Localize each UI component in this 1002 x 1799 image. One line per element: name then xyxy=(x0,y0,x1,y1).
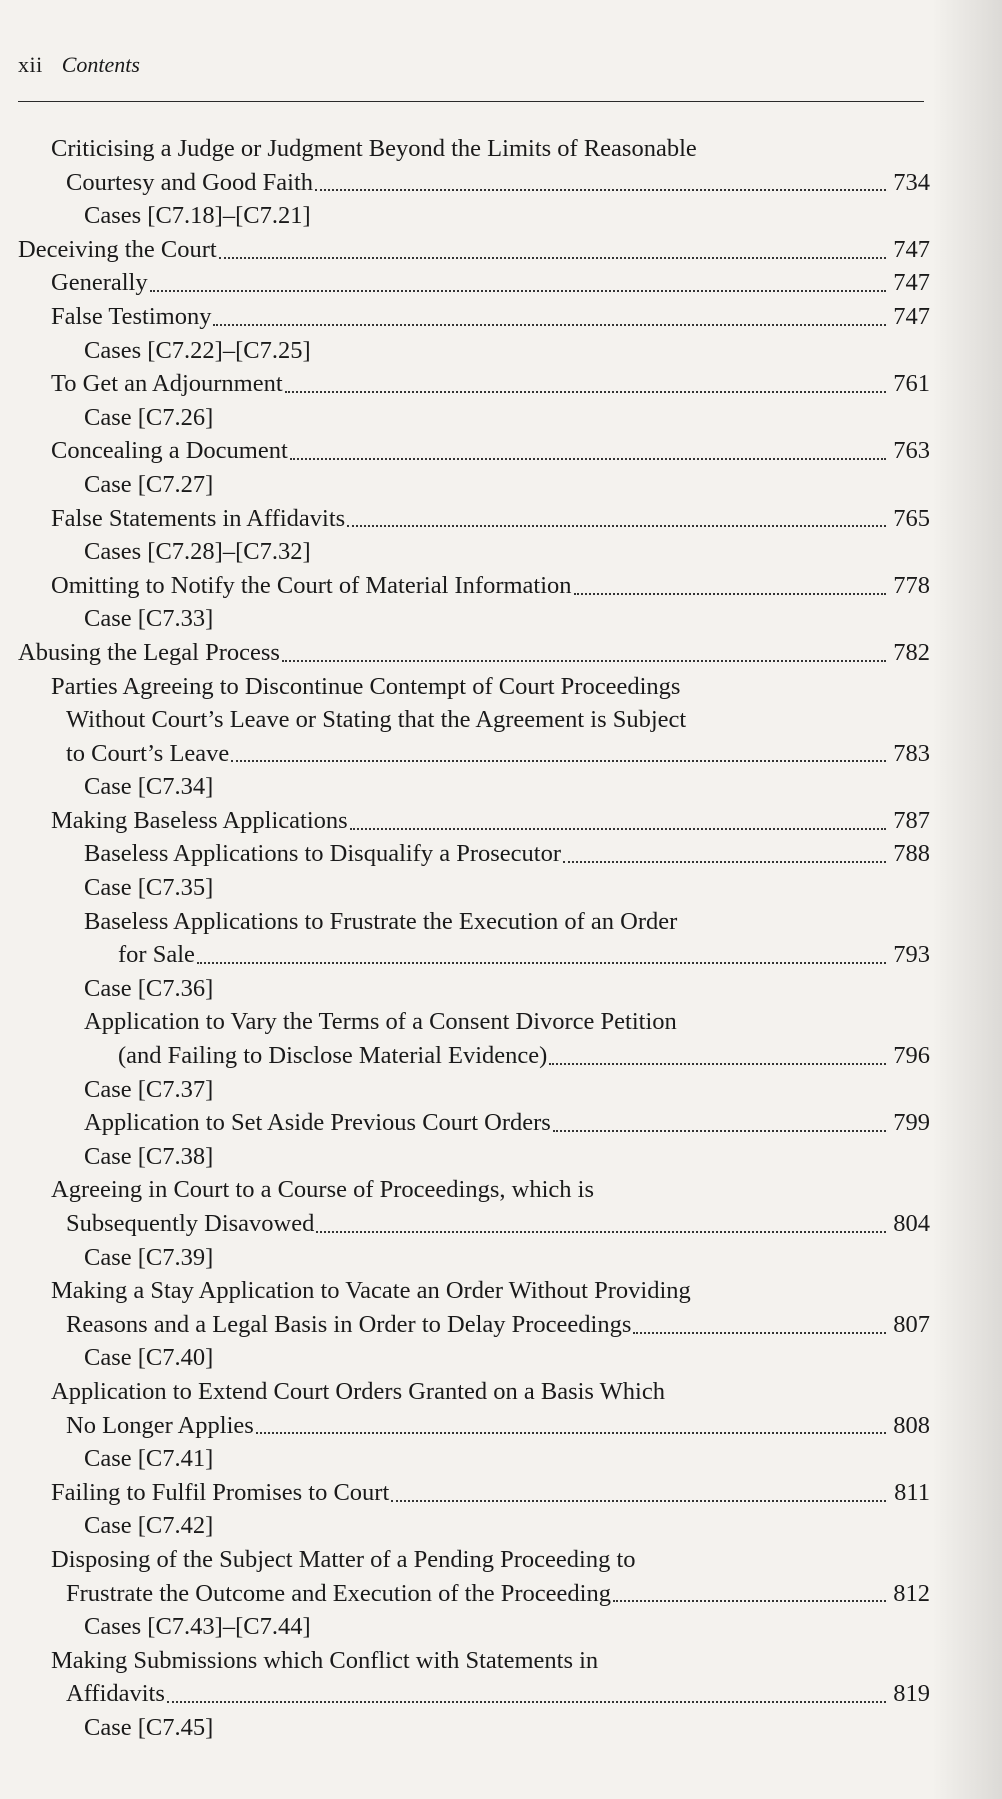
toc-entry-text: Baseless Applications to Disqualify a Prosecutor xyxy=(84,840,561,868)
toc-entry-text: To Get an Adjournment xyxy=(51,370,283,398)
toc-page-number: 761 xyxy=(893,370,930,398)
dot-leader xyxy=(350,828,886,830)
toc-entry xyxy=(0,1274,930,1341)
toc-entry-text: Case [C7.42] xyxy=(84,1512,214,1540)
dot-leader xyxy=(549,1063,886,1065)
toc-entry xyxy=(0,837,930,871)
toc-entry-text: Criticising a Judge or Judgment Beyond the Limits of Reasonable xyxy=(51,135,697,162)
toc-entry-text: Case [C7.40] xyxy=(84,1344,214,1372)
page-edge-shadow xyxy=(932,0,1002,1799)
dot-leader xyxy=(613,1600,886,1602)
toc-page-number: 765 xyxy=(893,504,930,532)
toc-page-number: 799 xyxy=(893,1109,930,1137)
toc-case-ref xyxy=(0,1073,930,1107)
toc-entry-text: Application to Vary the Terms of a Consent Divorce Petition xyxy=(84,1008,677,1036)
dot-leader xyxy=(213,324,886,326)
toc-case-ref xyxy=(0,1241,930,1275)
toc-entry-text: Reasons and a Legal Basis in Order to Delay Proceedings xyxy=(66,1310,632,1338)
dot-leader xyxy=(574,593,886,595)
toc-entry xyxy=(0,266,930,300)
toc-page-number: 763 xyxy=(893,437,930,465)
toc-case-ref xyxy=(0,1140,930,1174)
toc-case-ref xyxy=(0,1509,930,1543)
toc-entry-text: Case [C7.37] xyxy=(84,1075,214,1103)
toc-entry xyxy=(0,1644,930,1711)
toc-page-number: 778 xyxy=(893,571,930,599)
toc-entry-text: Case [C7.26] xyxy=(84,403,214,431)
dot-leader xyxy=(391,1500,886,1502)
toc-entry-text: False Testimony xyxy=(51,302,212,330)
toc-entry xyxy=(0,1005,930,1072)
toc-case-ref xyxy=(0,334,930,368)
dot-leader xyxy=(150,290,886,292)
toc-page-number: 808 xyxy=(893,1411,930,1439)
toc-case-ref xyxy=(0,770,930,804)
toc-entry-text: Case [C7.39] xyxy=(84,1243,214,1271)
toc-page-number: 783 xyxy=(893,739,930,767)
toc-entry-text: Subsequently Disavowed xyxy=(66,1210,315,1237)
toc-entry xyxy=(0,670,930,771)
toc-entry-text: Cases [C7.43]–[C7.44] xyxy=(84,1613,311,1641)
toc-entry-text: Case [C7.27] xyxy=(84,470,214,498)
toc-entry xyxy=(0,300,930,334)
toc-case-ref xyxy=(0,871,930,905)
toc-entry xyxy=(0,569,930,603)
dot-leader xyxy=(256,1432,886,1434)
toc-page-number: 788 xyxy=(893,840,930,868)
dot-leader xyxy=(563,861,886,863)
toc-entry-text: Generally xyxy=(51,269,148,297)
dot-leader xyxy=(285,391,886,393)
toc-entry xyxy=(0,905,930,972)
dot-leader xyxy=(167,1701,886,1703)
toc-entry-text: Case [C7.38] xyxy=(84,1142,214,1170)
toc-entry xyxy=(0,434,930,468)
toc-page-number: 796 xyxy=(893,1042,930,1070)
toc-entry-text: Without Court’s Leave or Stating that the Agreement is Subject xyxy=(66,706,687,734)
toc-entry-text: Case [C7.41] xyxy=(84,1445,214,1473)
toc-entry xyxy=(0,1543,930,1610)
toc-entry-text: Application to Set Aside Previous Court Orders xyxy=(84,1109,551,1137)
running-title: Contents xyxy=(61,52,140,77)
toc-case-ref xyxy=(0,535,930,569)
toc-page-number: 819 xyxy=(893,1680,930,1708)
toc-case-ref xyxy=(0,1442,930,1476)
toc-entry xyxy=(0,502,930,536)
toc-entry-text: Application to Extend Court Orders Granted on a Basis Which xyxy=(51,1377,665,1405)
dot-leader xyxy=(316,1231,886,1233)
toc-entry-text: No Longer Applies xyxy=(66,1411,254,1439)
toc-case-ref xyxy=(0,401,930,435)
toc-entry-text: Disposing of the Subject Matter of a Pending Proceeding to xyxy=(51,1545,636,1573)
toc-page-number: 804 xyxy=(893,1210,930,1237)
dot-leader xyxy=(315,189,886,191)
toc-entry-text: Case [C7.45] xyxy=(84,1713,214,1741)
toc-entry xyxy=(0,233,930,267)
toc-entry xyxy=(0,367,930,401)
toc-page-number: 747 xyxy=(893,302,930,330)
toc-case-ref xyxy=(0,1341,930,1375)
toc-case-ref xyxy=(0,199,930,233)
toc-entry-text: Concealing a Document xyxy=(51,437,288,465)
toc-page-number: 747 xyxy=(893,269,930,297)
toc-case-ref xyxy=(0,1711,930,1745)
toc-case-ref xyxy=(0,972,930,1006)
toc-entry-text: Courtesy and Good Faith xyxy=(66,168,314,196)
toc-page-number: 812 xyxy=(893,1579,930,1607)
toc-page-number: 747 xyxy=(893,235,930,263)
toc-entry xyxy=(0,1375,930,1442)
toc-entry xyxy=(0,1106,930,1140)
toc-entry-text: Baseless Applications to Frustrate the Execution of an Order xyxy=(84,907,678,935)
toc-entry-text: Cases [C7.22]–[C7.25] xyxy=(84,336,311,364)
dot-leader xyxy=(231,760,886,762)
toc-entry-text: (and Failing to Disclose Material Evidence) xyxy=(118,1042,548,1070)
toc-entry-text: Deceiving the Court xyxy=(18,235,217,263)
dot-leader xyxy=(347,525,886,527)
toc-case-ref xyxy=(0,468,930,502)
toc-entry-text: Frustrate the Outcome and Execution of the Proceeding xyxy=(66,1579,611,1607)
dot-leader xyxy=(282,660,886,662)
dot-leader xyxy=(553,1130,886,1132)
running-header xyxy=(18,52,922,78)
toc-case-ref xyxy=(0,1610,930,1644)
toc-entry-text: Cases [C7.18]–[C7.21] xyxy=(84,202,311,230)
toc-entry-text: False Statements in Affidavits xyxy=(51,504,346,532)
toc-entry-text: Case [C7.33] xyxy=(84,605,214,633)
toc-entry xyxy=(0,132,930,199)
toc-entry-text: Abusing the Legal Process xyxy=(18,638,280,666)
toc-page-number: 782 xyxy=(893,638,930,666)
toc-entry-text: Cases [C7.28]–[C7.32] xyxy=(84,538,311,566)
toc-entry-text: Omitting to Notify the Court of Material Information xyxy=(51,571,572,599)
toc-entry-text: Parties Agreeing to Discontinue Contempt of Court Proceedings xyxy=(51,672,681,700)
toc-entry xyxy=(0,1173,930,1240)
toc-entry-text: for Sale xyxy=(118,941,195,969)
dot-leader xyxy=(219,257,886,259)
toc-case-ref xyxy=(0,602,930,636)
toc-entry xyxy=(0,1476,930,1510)
toc-page-number: 811 xyxy=(894,1478,930,1506)
toc-page-number: 787 xyxy=(893,806,930,834)
toc-entry-text: Case [C7.35] xyxy=(84,874,214,902)
page-number: xii xyxy=(18,52,43,77)
toc-entry-text: Failing to Fulfil Promises to Court xyxy=(51,1478,390,1506)
toc-page-number: 807 xyxy=(893,1310,930,1338)
toc-entry-text: Agreeing in Court to a Course of Proceedings, which is xyxy=(51,1176,594,1204)
toc-entry-text: Making Submissions which Conflict with Statements in xyxy=(51,1646,599,1674)
toc-entry xyxy=(0,804,930,838)
toc-entry xyxy=(0,636,930,670)
toc-entry-text: Case [C7.34] xyxy=(84,773,214,801)
toc-entry-text: to Court’s Leave xyxy=(66,739,230,767)
toc-page-number: 793 xyxy=(893,941,930,969)
dot-leader xyxy=(290,458,886,460)
table-of-contents xyxy=(0,132,930,1745)
toc-page-number: 734 xyxy=(893,168,930,196)
header-rule xyxy=(18,101,924,102)
toc-entry-text: Affidavits xyxy=(66,1680,165,1708)
dot-leader xyxy=(633,1332,886,1334)
toc-entry-text: Making a Stay Application to Vacate an Order Without Providing xyxy=(51,1277,691,1305)
toc-entry-text: Case [C7.36] xyxy=(84,974,214,1002)
dot-leader xyxy=(197,962,886,964)
toc-entry-text: Making Baseless Applications xyxy=(51,806,348,834)
